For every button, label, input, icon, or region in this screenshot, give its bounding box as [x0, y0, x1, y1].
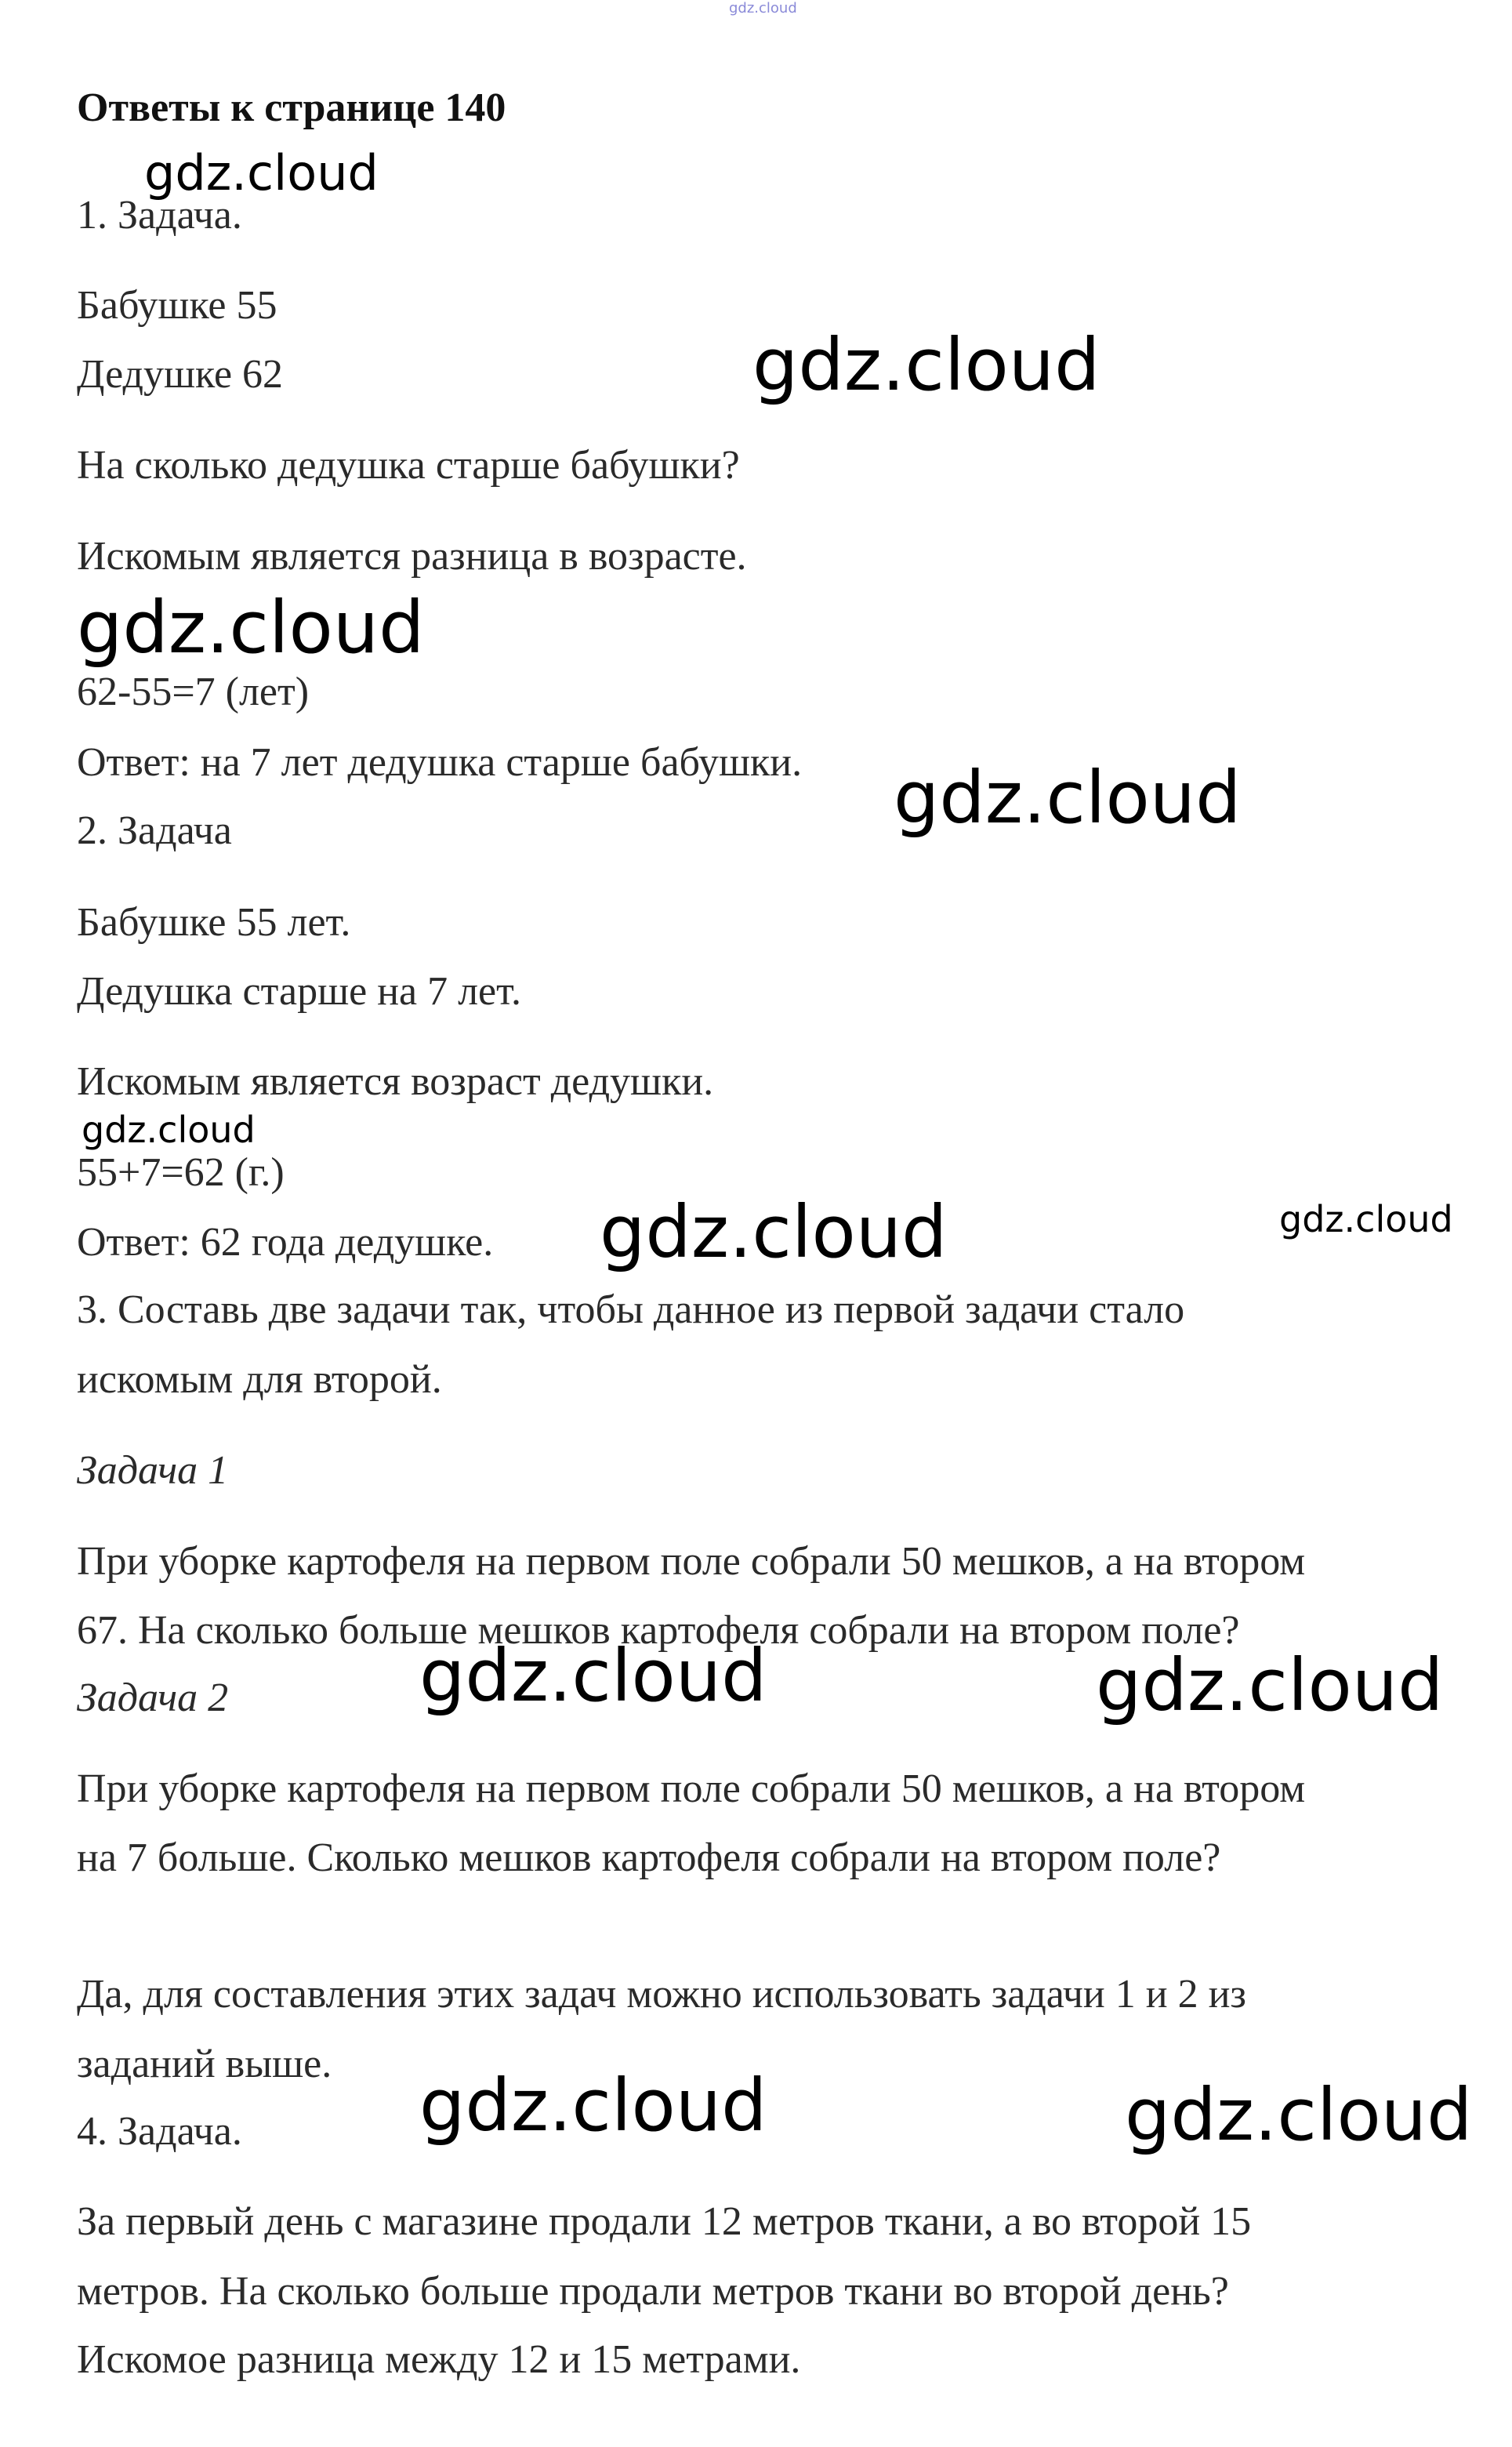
- task3-sub1-line2: 67. На сколько больше мешков картофеля собрали на втором поле?: [77, 1608, 1240, 1653]
- task4-title: 4. Задача.: [77, 2109, 242, 2154]
- task2-line1: Бабушке 55 лет.: [77, 900, 351, 945]
- task3-title-line1: 3. Составь две задачи так, чтобы данное из первой задачи стало: [77, 1287, 1185, 1332]
- task1-title: 1. Задача.: [77, 193, 242, 238]
- task2-sought: Искомым является возраст дедушки.: [77, 1059, 714, 1104]
- task3-sub1-line1: При уборке картофеля на первом поле собрали 50 мешков, а на втором: [77, 1539, 1306, 1584]
- task3-sub2-title: Задача 2: [77, 1676, 229, 1720]
- task1-question: На сколько дедушка старше бабушки?: [77, 443, 740, 488]
- task3-note-line1: Да, для составления этих задач можно использовать задачи 1 и 2 из: [77, 1972, 1246, 2017]
- watermark: gdz.cloud: [82, 1109, 256, 1151]
- watermark: gdz.cloud: [1279, 1198, 1453, 1240]
- task4-line2: метров. На сколько больше продали метров ткани во второй день?: [77, 2269, 1229, 2314]
- task1-solution: 62-55=7 (лет): [77, 670, 310, 714]
- watermark: gdz.cloud: [419, 2064, 767, 2147]
- watermark: gdz.cloud: [144, 144, 379, 201]
- page-heading: Ответы к странице 140: [77, 85, 506, 130]
- task3-sub2-line2: на 7 больше. Сколько мешков картофеля собрали на втором поле?: [77, 1835, 1221, 1880]
- task3-title-line2: искомым для второй.: [77, 1357, 442, 1402]
- watermark: gdz.cloud: [752, 323, 1100, 407]
- watermark: gdz.cloud: [600, 1190, 948, 1274]
- task1-line2: Дедушке 62: [77, 352, 284, 397]
- watermark: gdz.cloud: [1125, 2073, 1473, 2157]
- task1-sought: Искомым является разница в возрасте.: [77, 534, 747, 579]
- watermark: gdz.cloud: [894, 756, 1242, 840]
- task2-answer: Ответ: 62 года дедушке.: [77, 1220, 494, 1265]
- task3-sub2-line1: При уборке картофеля на первом поле собрали 50 мешков, а на втором: [77, 1766, 1306, 1811]
- task4-line1: За первый день с магазине продали 12 метров ткани, а во второй 15: [77, 2199, 1252, 2244]
- watermark: gdz.cloud: [1096, 1643, 1444, 1727]
- task2-solution: 55+7=62 (г.): [77, 1150, 285, 1195]
- task2-title: 2. Задача: [77, 808, 232, 853]
- task1-line1: Бабушке 55: [77, 283, 277, 328]
- watermark: gdz.cloud: [419, 1634, 767, 1718]
- task3-sub1-title: Задача 1: [77, 1448, 229, 1493]
- task3-note-line2: заданий выше.: [77, 2042, 332, 2086]
- task4-line3: Искомое разница между 12 и 15 метрами.: [77, 2337, 801, 2382]
- watermark-top: gdz.cloud: [729, 0, 797, 16]
- task2-line2: Дедушка старше на 7 лет.: [77, 969, 521, 1014]
- watermark: gdz.cloud: [77, 586, 425, 670]
- task1-answer: Ответ: на 7 лет дедушка старше бабушки.: [77, 740, 803, 785]
